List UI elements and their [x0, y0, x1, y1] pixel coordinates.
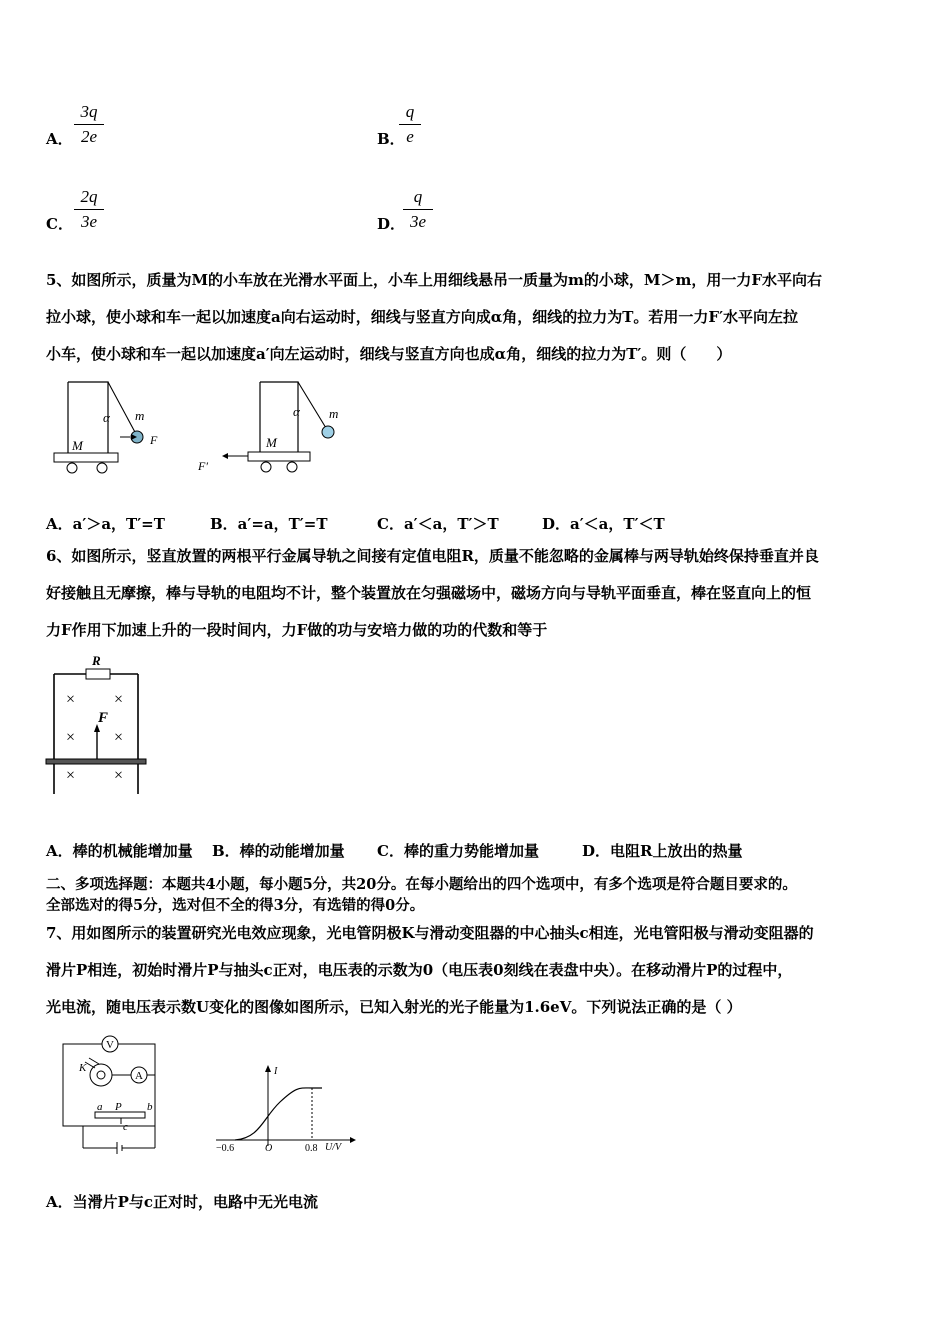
- question-6-text: [46, 538, 906, 649]
- question-7-line-3: 光电流，随电压表示数U变化的图像如图所示，已知入射光的光子能量为1.6eV。下列说法正确的是（ ）: [46, 998, 742, 1016]
- question-6-figure: [40, 652, 160, 802]
- rheostat-end-b-label: b: [147, 1101, 153, 1113]
- force-label: F: [98, 710, 109, 726]
- field-cross-3: ×: [66, 729, 76, 746]
- question-6-option-c: C．棒的重力势能增加量: [377, 842, 539, 860]
- ammeter-label: A: [135, 1070, 143, 1082]
- question-5-line-3: 小车，使小球和车一起以加速度a′向左运动时，细线与竖直方向也成α角，细线的拉力为T′。则（ ）: [46, 345, 732, 363]
- figure-right-cart-pulled: [197, 382, 338, 473]
- section-2-line-2: 全部选对的得5分，选对但不全的得3分，有选错的得0分。: [46, 897, 425, 914]
- q4-option-b-label: B．: [377, 130, 405, 148]
- q4-option-c-denominator: 3e: [80, 212, 98, 231]
- question-6-line-2: 好接触且无摩擦，棒与导轨的电阻均不计，整个装置放在匀强磁场中，磁场方向与导轨平面垂直，棒在竖直向上的恒: [46, 584, 812, 602]
- left-M-label: M: [72, 438, 83, 453]
- question-5-line-2: 拉小球，使小球和车一起以加速度a向右运动时，细线与竖直方向成α角，细线的拉力为T。若用一力F′水平向左拉: [46, 308, 799, 326]
- section-2-line-1: 二、多项选择题：本题共4小题，每小题5分，共20分。在每小题给出的四个选项中，有多个选项是符合题目要求的。: [46, 876, 797, 893]
- question-5-option-a: A．a′＞a，T′=T: [46, 515, 165, 533]
- question-6-option-b: B．棒的动能增加量: [212, 842, 345, 860]
- question-7-option-a: A．当滑片P与c正对时，电路中无光电流: [46, 1193, 319, 1211]
- question-5-option-b: B．a′=a，T′=T: [210, 515, 328, 533]
- q4-option-c-numerator: 2q: [74, 187, 104, 210]
- q4-option-b-numerator: q: [399, 102, 421, 125]
- q4-option-a-denominator: 2e: [80, 127, 98, 146]
- graph-x-tick-2: 0.8: [305, 1143, 318, 1154]
- field-cross-2: ×: [114, 691, 124, 708]
- question-5-text: [46, 262, 906, 373]
- light-ray-2: [89, 1058, 99, 1064]
- field-cross-1: ×: [66, 691, 76, 708]
- question-6-line-1: 6、如图所示，竖直放置的两根平行金属导轨之间接有定值电阻R，质量不能忽略的金属棒与两导轨始终保持垂直并良: [46, 547, 819, 565]
- right-string: [298, 382, 326, 428]
- center-tap-label: c: [123, 1121, 128, 1133]
- question-7-text: [46, 915, 906, 1026]
- left-alpha-label: α: [103, 410, 110, 425]
- left-m-label: m: [135, 408, 145, 423]
- voltmeter-label: V: [106, 1039, 114, 1051]
- light-ray-1: [85, 1062, 95, 1068]
- q4-option-d-numerator: q: [403, 187, 433, 210]
- slider-label: P: [115, 1101, 122, 1113]
- field-cross-4: ×: [114, 729, 124, 746]
- q4-option-d-label: D．: [377, 215, 406, 233]
- graph-origin-label: O: [265, 1143, 273, 1154]
- right-cart-base: [248, 452, 310, 461]
- q4-option-a-fraction: [74, 102, 104, 147]
- question-5-option-d: D．a′＜a，T′＜T: [542, 515, 665, 533]
- q4-option-c-fraction: [74, 187, 104, 232]
- left-wheel-2: [97, 463, 107, 473]
- question-5-figure: [40, 370, 380, 485]
- cathode-label: K: [79, 1062, 87, 1074]
- left-wheel-1: [67, 463, 77, 473]
- right-M-label: M: [266, 435, 277, 450]
- question-7-line-1: 7、用如图所示的装置研究光电效应现象，光电管阴极K与滑动变阻器的中心抽头c相连，光电管阳极与滑动变阻器的: [46, 924, 814, 942]
- right-m-label: m: [329, 406, 339, 421]
- q4-option-a-label: A．: [46, 130, 73, 148]
- field-cross-5: ×: [66, 767, 76, 784]
- right-ball: [322, 426, 334, 438]
- q4-option-d-denominator: 3e: [409, 212, 427, 231]
- resistor-r: [86, 669, 110, 679]
- figure-left-cart-ball-pulled: [54, 382, 158, 473]
- q4-option-c-label: C．: [46, 215, 73, 233]
- graph-x-label: U/V: [325, 1142, 342, 1153]
- question-7-iv-graph: [210, 1062, 360, 1157]
- graph-y-arrowhead: [265, 1065, 271, 1072]
- question-5-option-c: C．a′＜a，T′＞T: [377, 515, 499, 533]
- graph-x-arrowhead: [350, 1137, 356, 1143]
- question-6-option-d: D．电阻R上放出的热量: [582, 842, 743, 860]
- q4-option-b-fraction: [399, 102, 421, 147]
- left-F-label: F: [150, 433, 158, 447]
- question-7-circuit-figure: [55, 1030, 165, 1160]
- q4-option-a-numerator: 3q: [74, 102, 104, 125]
- question-6-line-3: 力F作用下加速上升的一段时间内，力F做的功与安培力做的功的代数和等于: [46, 621, 548, 639]
- right-alpha-label: α: [293, 404, 300, 419]
- graph-y-label: I: [274, 1066, 278, 1077]
- graph-x-tick-1: −0.6: [216, 1143, 235, 1154]
- q4-option-d-fraction: [403, 187, 433, 232]
- section-2-header: [46, 874, 926, 916]
- question-5-line-1: 5、如图所示，质量为M的小车放在光滑水平面上，小车上用细线悬吊一质量为m的小球，M＞m，用一力F水平向右: [46, 271, 823, 289]
- rheostat-end-a-label: a: [97, 1101, 103, 1113]
- question-6-option-a: A．棒的机械能增加量: [46, 842, 193, 860]
- resistor-label: R: [92, 653, 101, 668]
- q4-option-b-denominator: e: [406, 127, 414, 146]
- question-7-line-2: 滑片P相连，初始时滑片P与抽头c正对，电压表的示数为0（电压表0刻线在表盘中央）。在移动滑片P的过程中，: [46, 961, 793, 979]
- photocurrent-curve: [235, 1088, 322, 1140]
- right-F-label: F′: [198, 459, 208, 473]
- metal-rod: [46, 759, 146, 764]
- left-string: [108, 382, 136, 434]
- left-cart-base: [54, 453, 118, 462]
- right-wheel-2: [287, 462, 297, 472]
- right-force-arrowhead: [222, 453, 228, 459]
- field-cross-6: ×: [114, 767, 124, 784]
- right-wheel-1: [261, 462, 271, 472]
